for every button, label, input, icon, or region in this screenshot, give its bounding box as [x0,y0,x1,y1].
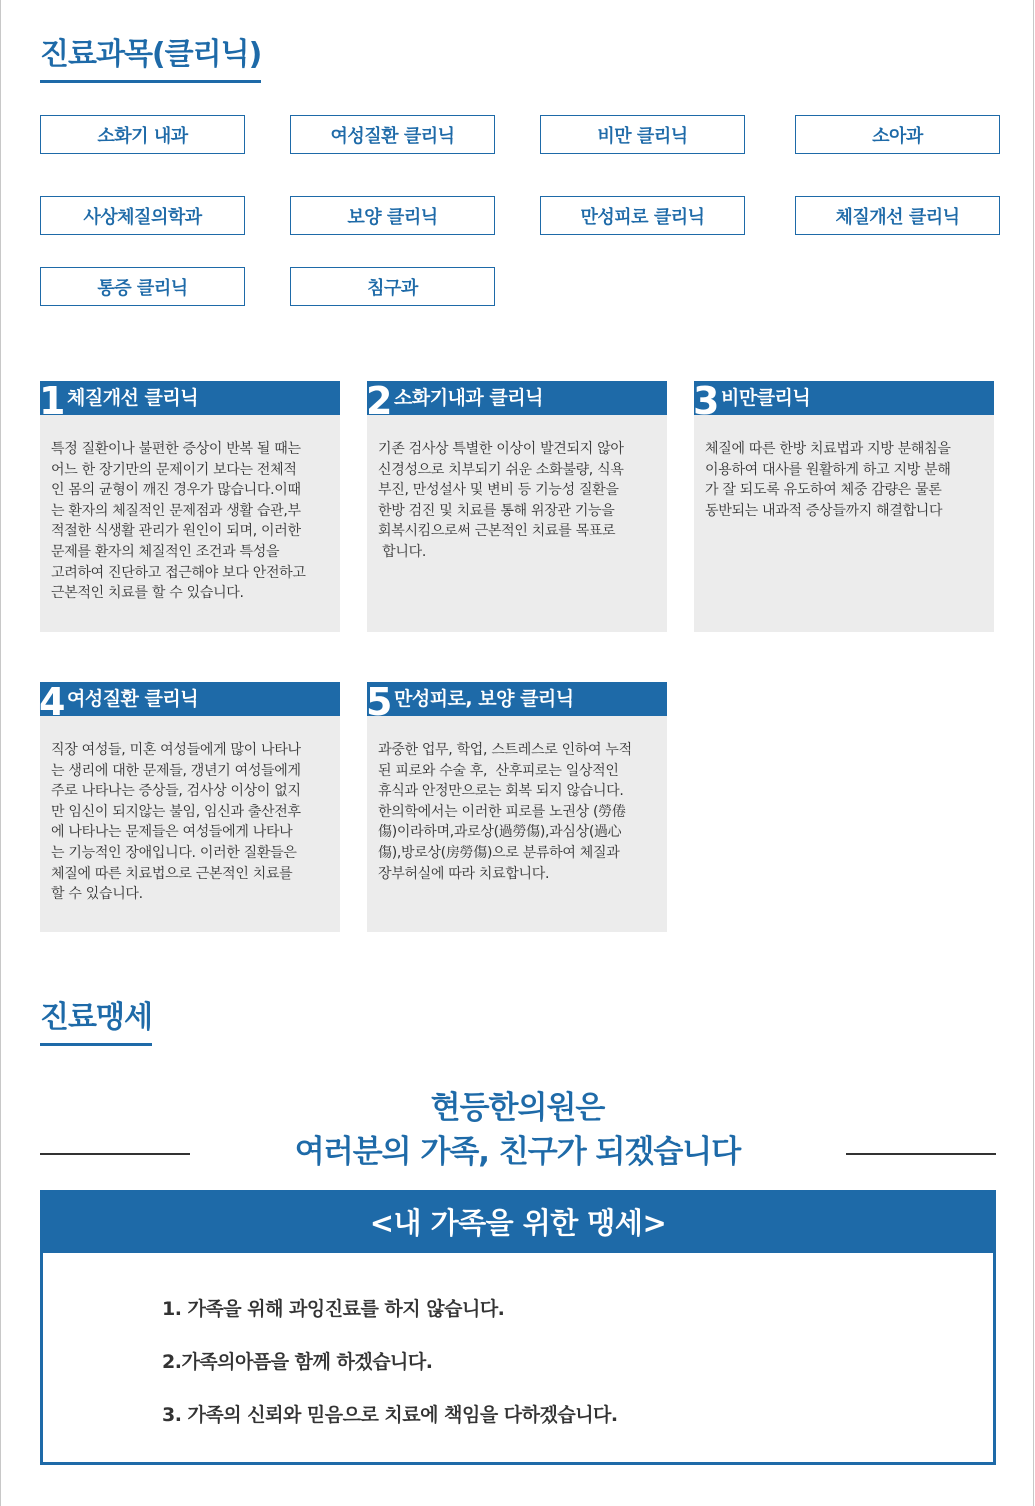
card-line: 만 임신이 되지않는 불임, 임신과 출산전후 [51,803,301,820]
card-description [367,415,667,563]
pledge-item-1: 1. 가족을 위해 과잉진료를 하지 않습니다. [162,1298,505,1320]
pledge-item-2: 2.가족의아픔을 함께 하겠습니다. [162,1351,433,1373]
pledge-section-title: 진료맹세 [40,999,152,1046]
slogan-divider-right [846,1153,996,1155]
card-title: 비만클리닉 [721,387,811,409]
clinic-button-pediatrics[interactable]: 소아과 [795,115,1000,154]
clinics-section-title: 진료과목(클리닉) [40,36,261,83]
card-line: 傷),방로상(房勞傷)으로 분류하여 체질과 [378,844,620,861]
card-line: 기존 검사상 특별한 이상이 발견되지 않아 [378,441,624,457]
card-description [40,716,340,905]
card-line: 동반되는 내과적 증상들까지 해결합니다 [705,502,943,519]
card-line: 주로 나타나는 증상들, 검사상 이상이 없지 [51,783,301,800]
card-line: 신경성으로 치부되기 쉬운 소화불량, 식욕 [378,461,624,478]
card-line: 된 피로와 수술 후, 산후피로는 일상적인 [378,762,619,779]
card-header [366,680,667,724]
card-line: 특정 질환이나 불편한 증상이 반복 될 때는 [51,441,301,457]
card-line: 는 기능적인 장애입니다. 이러한 질환들은 [51,844,297,861]
card-line: 부진, 만성설사 및 변비 등 기능성 질환을 [378,482,619,499]
card-line: 는 환자의 체질적인 문제점과 생활 습관,부 [51,502,301,519]
card-header [366,379,667,423]
clinic-button-sasang[interactable]: 사상체질의학과 [40,196,245,235]
card-line: 에 나타나는 문제들은 여성들에게 나타나 [51,824,293,841]
clinic-button-women[interactable]: 여성질환 클리닉 [290,115,495,154]
page-border-right [1033,0,1034,1506]
card-line: 근본적인 치료를 할 수 있습니다. [51,585,244,602]
card-description [694,415,994,521]
card-header [693,379,994,423]
card-title: 소화기내과 클리닉 [394,387,543,409]
card-number: 5 [366,680,392,724]
card-line: 회복시킴으로써 근본적인 치료를 목표로 [378,523,616,540]
card-line: 체질에 따른 치료법으로 근본적인 치료를 [51,865,293,882]
card-line: 합니다. [378,543,426,560]
card-title: 체질개선 클리닉 [67,387,199,409]
card-line: 는 생리에 대한 문제들, 갱년기 여성들에게 [51,762,301,779]
card-title: 만성피로, 보양 클리닉 [394,688,574,710]
card-description [367,716,667,884]
card-line: 인 몸의 균형이 깨진 경우가 많습니다.이때 [51,482,301,499]
clinic-button-digestive[interactable]: 소화기 내과 [40,115,245,154]
card-line: 한방 검진 및 치료를 통해 위장관 기능을 [378,502,615,519]
card-number: 1 [39,379,65,423]
card-line: 고려하여 진단하고 접근해야 보다 안전하고 [51,564,306,581]
card-line: 이용하여 대사를 원활하게 하고 지방 분해 [705,461,951,478]
card-header [39,379,340,423]
pledge-heading: <내 가족을 위한 맹세> [40,1190,996,1253]
card-line: 어느 한 장기만의 문제이기 보다는 전체적 [51,461,297,478]
card-line: 휴식과 안정만으로는 회복 되지 않습니다. [378,783,624,800]
card-line: 과중한 업무, 학업, 스트레스로 인하여 누적 [378,742,632,758]
card-line: 적절한 식생활 관리가 원인이 되며, 이러한 [51,523,301,540]
clinic-button-acupuncture[interactable]: 침구과 [290,267,495,306]
clinic-card-constitution [40,381,340,632]
card-title: 여성질환 클리닉 [67,688,199,710]
clinic-button-constitution[interactable]: 체질개선 클리닉 [795,196,1000,235]
clinic-button-obesity[interactable]: 비만 클리닉 [540,115,745,154]
card-description [40,415,340,604]
clinic-card-digestive [367,381,667,632]
card-line: 문제를 환자의 체질적인 조건과 특성을 [51,543,280,560]
card-line: 한의학에서는 이러한 피로를 노권상 (勞倦 [378,803,626,820]
clinic-button-pain[interactable]: 통증 클리닉 [40,267,245,306]
clinic-card-fatigue [367,682,667,932]
card-line: 傷)이라하며,과로상(過勞傷),과심상(過心 [378,824,622,841]
card-header [39,680,340,724]
card-line: 장부허실에 따라 치료합니다. [378,865,550,882]
slogan-line-1: 현등한의원은 [430,1090,605,1126]
card-number: 3 [693,379,719,423]
pledge-item-3: 3. 가족의 신뢰와 믿음으로 치료에 책임을 다하겠습니다. [162,1404,618,1426]
slogan-divider-left [40,1153,190,1155]
clinic-button-fatigue[interactable]: 만성피로 클리닉 [540,196,745,235]
page-border-left [0,0,1,1506]
card-line: 체질에 따른 한방 치료법과 지방 분해침을 [705,441,951,457]
slogan-line-2: 여러분의 가족, 친구가 되겠습니다 [294,1134,741,1170]
clinic-card-women [40,682,340,932]
card-line: 할 수 있습니다. [51,886,143,903]
clinic-card-obesity [694,381,994,632]
card-line: 직장 여성들, 미혼 여성들에게 많이 나타나 [51,742,301,758]
card-line: 가 잘 되도록 유도하여 체중 감량은 물론 [705,482,942,499]
card-number: 4 [39,680,65,724]
card-number: 2 [366,379,392,423]
clinic-button-tonic[interactable]: 보양 클리닉 [290,196,495,235]
